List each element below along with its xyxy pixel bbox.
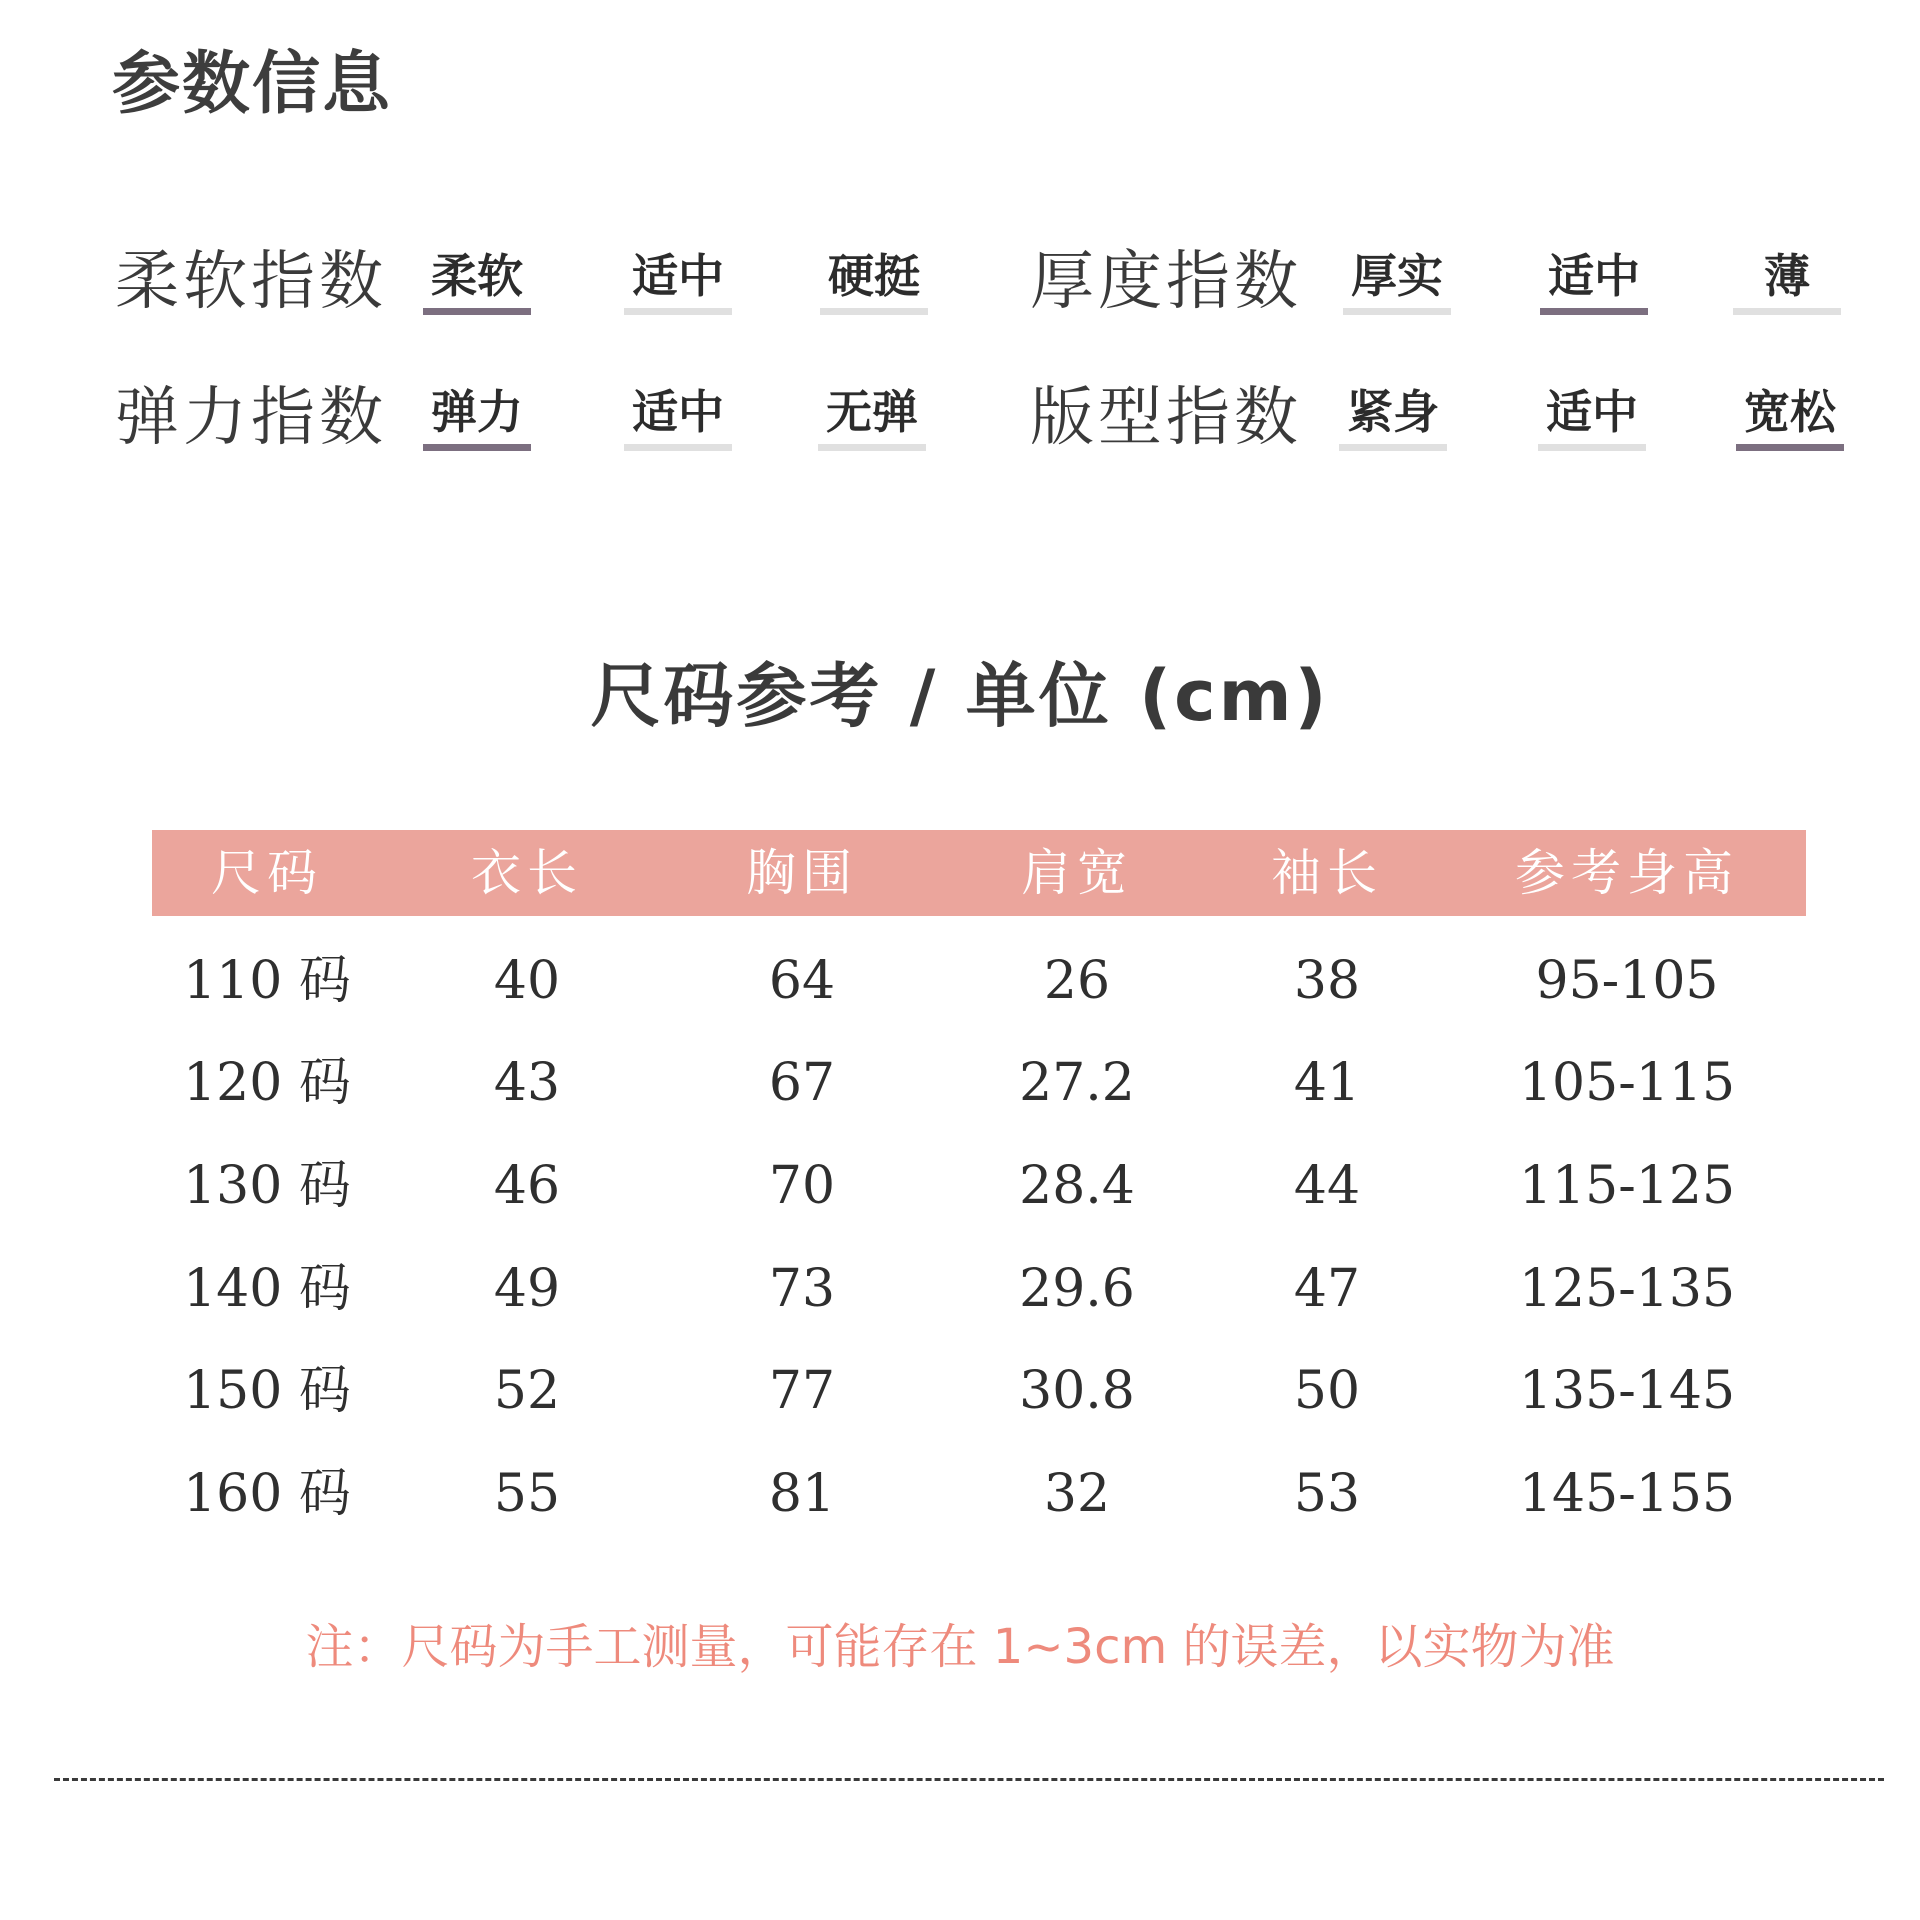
attr-label-thickness: 厚度指数 bbox=[1030, 245, 1302, 319]
cell-sleeve: 38 bbox=[1293, 951, 1361, 1011]
cell-chest: 67 bbox=[768, 1053, 836, 1113]
attr-option-elasticity-none: 无弹 bbox=[818, 376, 926, 442]
cell-length: 52 bbox=[493, 1361, 561, 1421]
cell-length: 49 bbox=[493, 1259, 561, 1319]
cell-chest: 70 bbox=[768, 1156, 836, 1216]
attr-option-softness-soft: 柔软 bbox=[423, 240, 531, 306]
cell-chest: 77 bbox=[768, 1361, 836, 1421]
section-title: 参数信息 bbox=[112, 45, 393, 124]
cell-height: 125-135 bbox=[1518, 1259, 1736, 1319]
column-header-sleeve: 袖长 bbox=[1271, 844, 1383, 902]
indicator-bar bbox=[1339, 444, 1447, 451]
selected-indicator-bar bbox=[423, 308, 531, 315]
attr-label-softness: 柔软指数 bbox=[115, 245, 387, 319]
cell-length: 43 bbox=[493, 1053, 561, 1113]
table-row bbox=[0, 1141, 1920, 1231]
column-header-length: 衣长 bbox=[471, 844, 583, 902]
indicator-bar bbox=[624, 444, 732, 451]
table-row bbox=[0, 1449, 1920, 1539]
cell-size: 130 码 bbox=[183, 1156, 351, 1216]
attr-option-fit-medium: 适中 bbox=[1538, 376, 1646, 442]
indicator-bar bbox=[624, 308, 732, 315]
cell-chest: 73 bbox=[768, 1259, 836, 1319]
column-header-chest: 胸围 bbox=[746, 844, 858, 902]
cell-length: 40 bbox=[493, 951, 561, 1011]
attr-option-fit-slim: 紧身 bbox=[1339, 376, 1447, 442]
indicator-bar bbox=[1733, 308, 1841, 315]
cell-size: 120 码 bbox=[183, 1053, 351, 1113]
attr-option-elasticity-stretch: 弹力 bbox=[423, 376, 531, 442]
cell-height: 135-145 bbox=[1518, 1361, 1736, 1421]
cell-size: 160 码 bbox=[183, 1464, 351, 1524]
cell-sleeve: 47 bbox=[1293, 1259, 1361, 1319]
size-table-title: 尺码参考 / 单位 (cm) bbox=[590, 655, 1330, 737]
indicator-bar bbox=[820, 308, 928, 315]
cell-size: 110 码 bbox=[183, 951, 351, 1011]
attr-option-elasticity-medium: 适中 bbox=[624, 376, 732, 442]
cell-sleeve: 44 bbox=[1293, 1156, 1361, 1216]
cell-height: 95-105 bbox=[1535, 951, 1719, 1011]
cell-height: 105-115 bbox=[1518, 1053, 1736, 1113]
cell-height: 115-125 bbox=[1518, 1156, 1736, 1216]
attr-label-fit: 版型指数 bbox=[1030, 381, 1302, 455]
cell-length: 46 bbox=[493, 1156, 561, 1216]
column-header-shoulder: 肩宽 bbox=[1021, 844, 1133, 902]
cell-length: 55 bbox=[493, 1464, 561, 1524]
table-row bbox=[0, 1346, 1920, 1436]
cell-shoulder: 27.2 bbox=[1019, 1053, 1135, 1113]
cell-chest: 64 bbox=[768, 951, 836, 1011]
cell-shoulder: 30.8 bbox=[1019, 1361, 1135, 1421]
attr-option-thickness-thick: 厚实 bbox=[1343, 240, 1451, 306]
table-row bbox=[0, 1038, 1920, 1128]
measurement-note: 注：尺码为手工测量，可能存在 1~3cm 的误差，以实物为准 bbox=[305, 1619, 1615, 1675]
cell-sleeve: 53 bbox=[1293, 1464, 1361, 1524]
attr-option-softness-medium: 适中 bbox=[624, 240, 732, 306]
attr-option-fit-loose: 宽松 bbox=[1736, 376, 1844, 442]
indicator-bar bbox=[1538, 444, 1646, 451]
column-header-size: 尺码 bbox=[211, 844, 323, 902]
cell-height: 145-155 bbox=[1518, 1464, 1736, 1524]
indicator-bar bbox=[1343, 308, 1451, 315]
table-row bbox=[0, 1244, 1920, 1334]
cell-sleeve: 41 bbox=[1293, 1053, 1361, 1113]
table-row bbox=[0, 936, 1920, 1026]
cell-size: 150 码 bbox=[183, 1361, 351, 1421]
size-table-header bbox=[152, 830, 1806, 916]
indicator-bar bbox=[818, 444, 926, 451]
selected-indicator-bar bbox=[1736, 444, 1844, 451]
attr-label-elasticity: 弹力指数 bbox=[115, 381, 387, 455]
cell-shoulder: 28.4 bbox=[1019, 1156, 1135, 1216]
cell-chest: 81 bbox=[768, 1464, 836, 1524]
attr-option-thickness-medium: 适中 bbox=[1540, 240, 1648, 306]
cell-shoulder: 26 bbox=[1043, 951, 1111, 1011]
cell-size: 140 码 bbox=[183, 1259, 351, 1319]
cell-shoulder: 29.6 bbox=[1019, 1259, 1135, 1319]
selected-indicator-bar bbox=[423, 444, 531, 451]
attr-option-thickness-thin: 薄 bbox=[1733, 240, 1841, 306]
cell-shoulder: 32 bbox=[1043, 1464, 1111, 1524]
cell-sleeve: 50 bbox=[1293, 1361, 1361, 1421]
column-header-height: 参考身高 bbox=[1515, 844, 1739, 902]
selected-indicator-bar bbox=[1540, 308, 1648, 315]
attr-option-softness-stiff: 硬挺 bbox=[820, 240, 928, 306]
dashed-divider bbox=[54, 1778, 1884, 1781]
